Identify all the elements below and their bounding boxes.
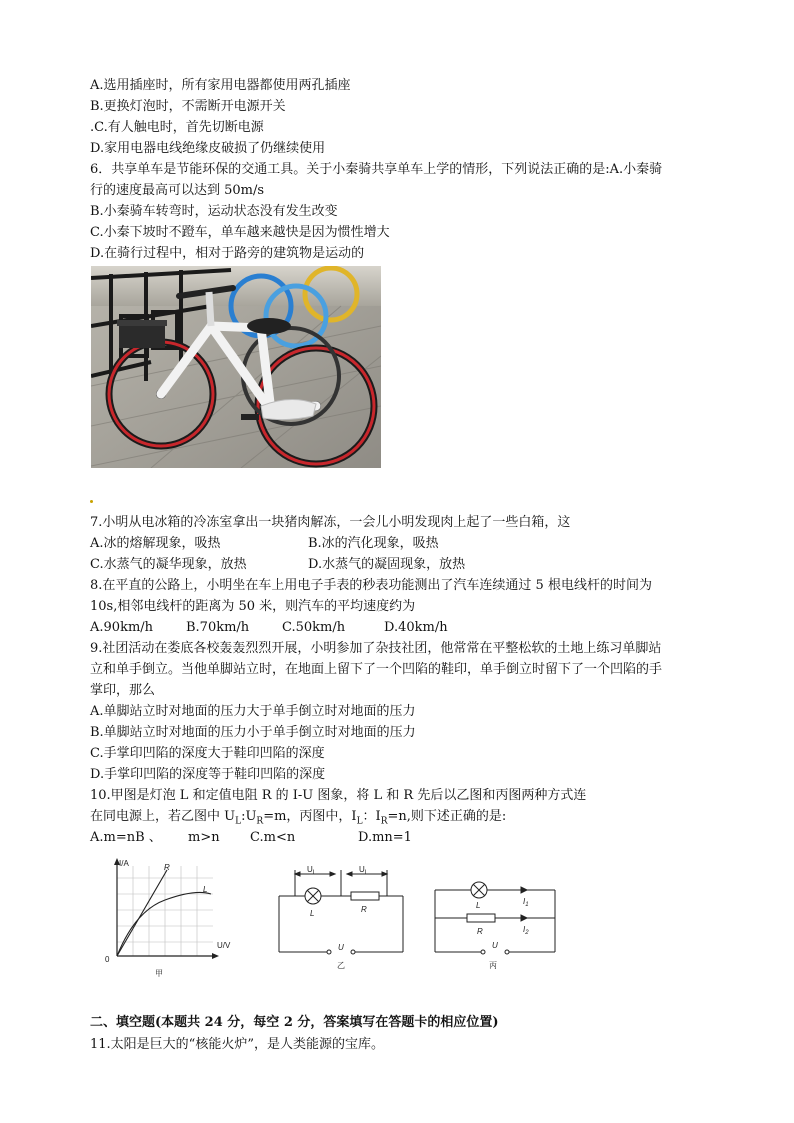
q7-option-a: A.冰的熔解现象，吸热 [90, 536, 221, 551]
parallel-caption: 丙 [489, 961, 497, 970]
graph-y-label: I/A [119, 859, 129, 868]
q10-stem-line1: 10.甲图是灯泡 L 和定值电阻 R 的 I-U 图象，将 L 和 R 先后以乙图和丙图两种方式连 [90, 788, 587, 803]
graph-caption: 甲 [155, 969, 163, 978]
q6-option-c: C.小秦下坡时不蹬车，单车越来越快是因为惯性增大 [90, 225, 390, 240]
q10-sub-l2: L [356, 816, 363, 827]
q10-text-d: ：I [362, 809, 381, 824]
resistor-symbol [351, 892, 379, 900]
parallel-lamp-label: L [476, 901, 481, 910]
q8-option-c: C.50km/h [282, 620, 346, 635]
series-u1: $U_L$ [307, 865, 317, 876]
q9-stem-line2: 立和单手倒立。当他单脚站立时，在地面上留下了一个凹陷的鞋印，单手倒立时留下了一个凹陷的手 [90, 662, 663, 677]
q10-figures [95, 856, 575, 982]
q11-stem: 11.太阳是巨大的“核能火炉”，是人类能源的宝库。 [90, 1037, 384, 1052]
parallel-i2: $I_2$ [523, 925, 529, 936]
q9-option-c: C.手掌印凹陷的深度大于鞋印凹陷的深度 [90, 746, 325, 761]
series-circuit [279, 870, 403, 954]
q10-text-e: =n,则下述正确的是: [387, 809, 507, 824]
marker-dot [90, 500, 93, 503]
shared-bike-photo [91, 266, 381, 468]
q7-stem: 7.小明从电冰箱的冷冻室拿出一块猪肉解冻，一会儿小明发现肉上起了一些白箱，这 [90, 515, 571, 530]
graph-curve-r: R [164, 863, 170, 872]
q7-option-c: C.水蒸气的凝华现象，放热 [90, 557, 247, 572]
q9-option-d: D.手掌印凹陷的深度等于鞋印凹陷的深度 [90, 767, 326, 782]
q7-option-b: B.冰的汽化现象，吸热 [308, 536, 439, 551]
resistor-symbol [467, 914, 495, 922]
q5-option-b: B.更换灯泡时，不需断开电源开关 [90, 99, 286, 114]
parallel-i1: $I_1$ [523, 897, 529, 908]
iu-graph [105, 858, 231, 978]
shared-bike-illustration [91, 266, 381, 468]
parallel-resistor-label: R [477, 927, 483, 936]
parallel-source-label: U [492, 941, 498, 950]
series-u2: $U_L$ [359, 865, 369, 876]
q5-option-c: .C.有人触电时，首先切断电源 [90, 120, 264, 135]
q7-options-row2 [90, 555, 720, 575]
series-source-label: U [338, 943, 344, 952]
q8-stem-line2: 10s,相邻电线杆的距离为 50 米，则汽车的平均速度约为 [90, 599, 416, 614]
q7-option-d: D.水蒸气的凝固现象，放热 [308, 557, 466, 572]
q10-sub-l1: L [235, 816, 242, 827]
q7-options-row1 [90, 534, 720, 554]
series-caption: 乙 [337, 961, 345, 970]
q10-options [90, 828, 720, 848]
q6-stem-line2: 行的速度最高可以达到 50m/s [90, 183, 265, 198]
q8-option-a: A.90km/h [90, 620, 154, 635]
q8-options [90, 618, 720, 638]
r-line [117, 870, 167, 956]
q10-option-a: A.m=nB 、 [90, 830, 162, 845]
q10-option-d: D.mn=1 [358, 830, 412, 845]
graph-origin: 0 [105, 955, 110, 964]
q10-text-b: :U [241, 809, 257, 824]
parallel-circuit-parts [467, 882, 529, 970]
q10-text-c: =m，丙图中，I [263, 809, 357, 824]
q8-option-b: B.70km/h [186, 620, 250, 635]
q8-stem-line1: 8.在平直的公路上，小明坐在车上用电子手表的秒表功能测出了汽车连续通过 5 根电线杆的时间为 [90, 578, 652, 593]
series-lamp-label: L [310, 909, 315, 918]
q10-option-b: m>n [188, 830, 220, 845]
section2-title: 二、填空题(本题共 24 分，每空 2 分，答案填写在答题卡的相应位置) [90, 1015, 499, 1030]
q6-stem-line1: 6．共享单车是节能环保的交通工具。关于小秦骑共享单车上学的情形，下列说法正确的是:A.小秦骑 [90, 162, 663, 177]
q10-text-a: 在同电源上，若乙图中 U [90, 809, 236, 824]
q10-option-c: C.m<n [250, 830, 296, 845]
graph-x-label: U/V [217, 941, 231, 950]
series-resistor-label: R [361, 905, 367, 914]
series-circuit-parts [305, 865, 379, 970]
q6-option-d: D.在骑行过程中，相对于路旁的建筑物是运动的 [90, 246, 365, 261]
graph-curve-l: L [203, 885, 208, 894]
q9-option-a: A.单脚站立时对地面的压力大于单手倒立时对地面的压力 [90, 704, 416, 719]
q9-stem-line1: 9.社团活动在娄底各校轰轰烈烈开展，小明参加了杂技社团，他常常在平整松软的土地上练习单脚站 [90, 641, 662, 656]
q5-option-d: D.家用电器电线绝缘皮破损了仍继续使用 [90, 141, 326, 156]
q9-stem-line3: 掌印，那么 [90, 683, 156, 698]
q9-option-b: B.单脚站立时对地面的压力小于单手倒立时对地面的压力 [90, 725, 416, 740]
q5-option-a: A.选用插座时，所有家用电器都使用两孔插座 [90, 78, 351, 93]
q10-sub-r2: R [380, 816, 388, 827]
q10-sub-r1: R [256, 816, 264, 827]
q8-option-d: D.40km/h [384, 620, 448, 635]
q6-option-b: B.小秦骑车转弯时，运动状态没有发生改变 [90, 204, 338, 219]
